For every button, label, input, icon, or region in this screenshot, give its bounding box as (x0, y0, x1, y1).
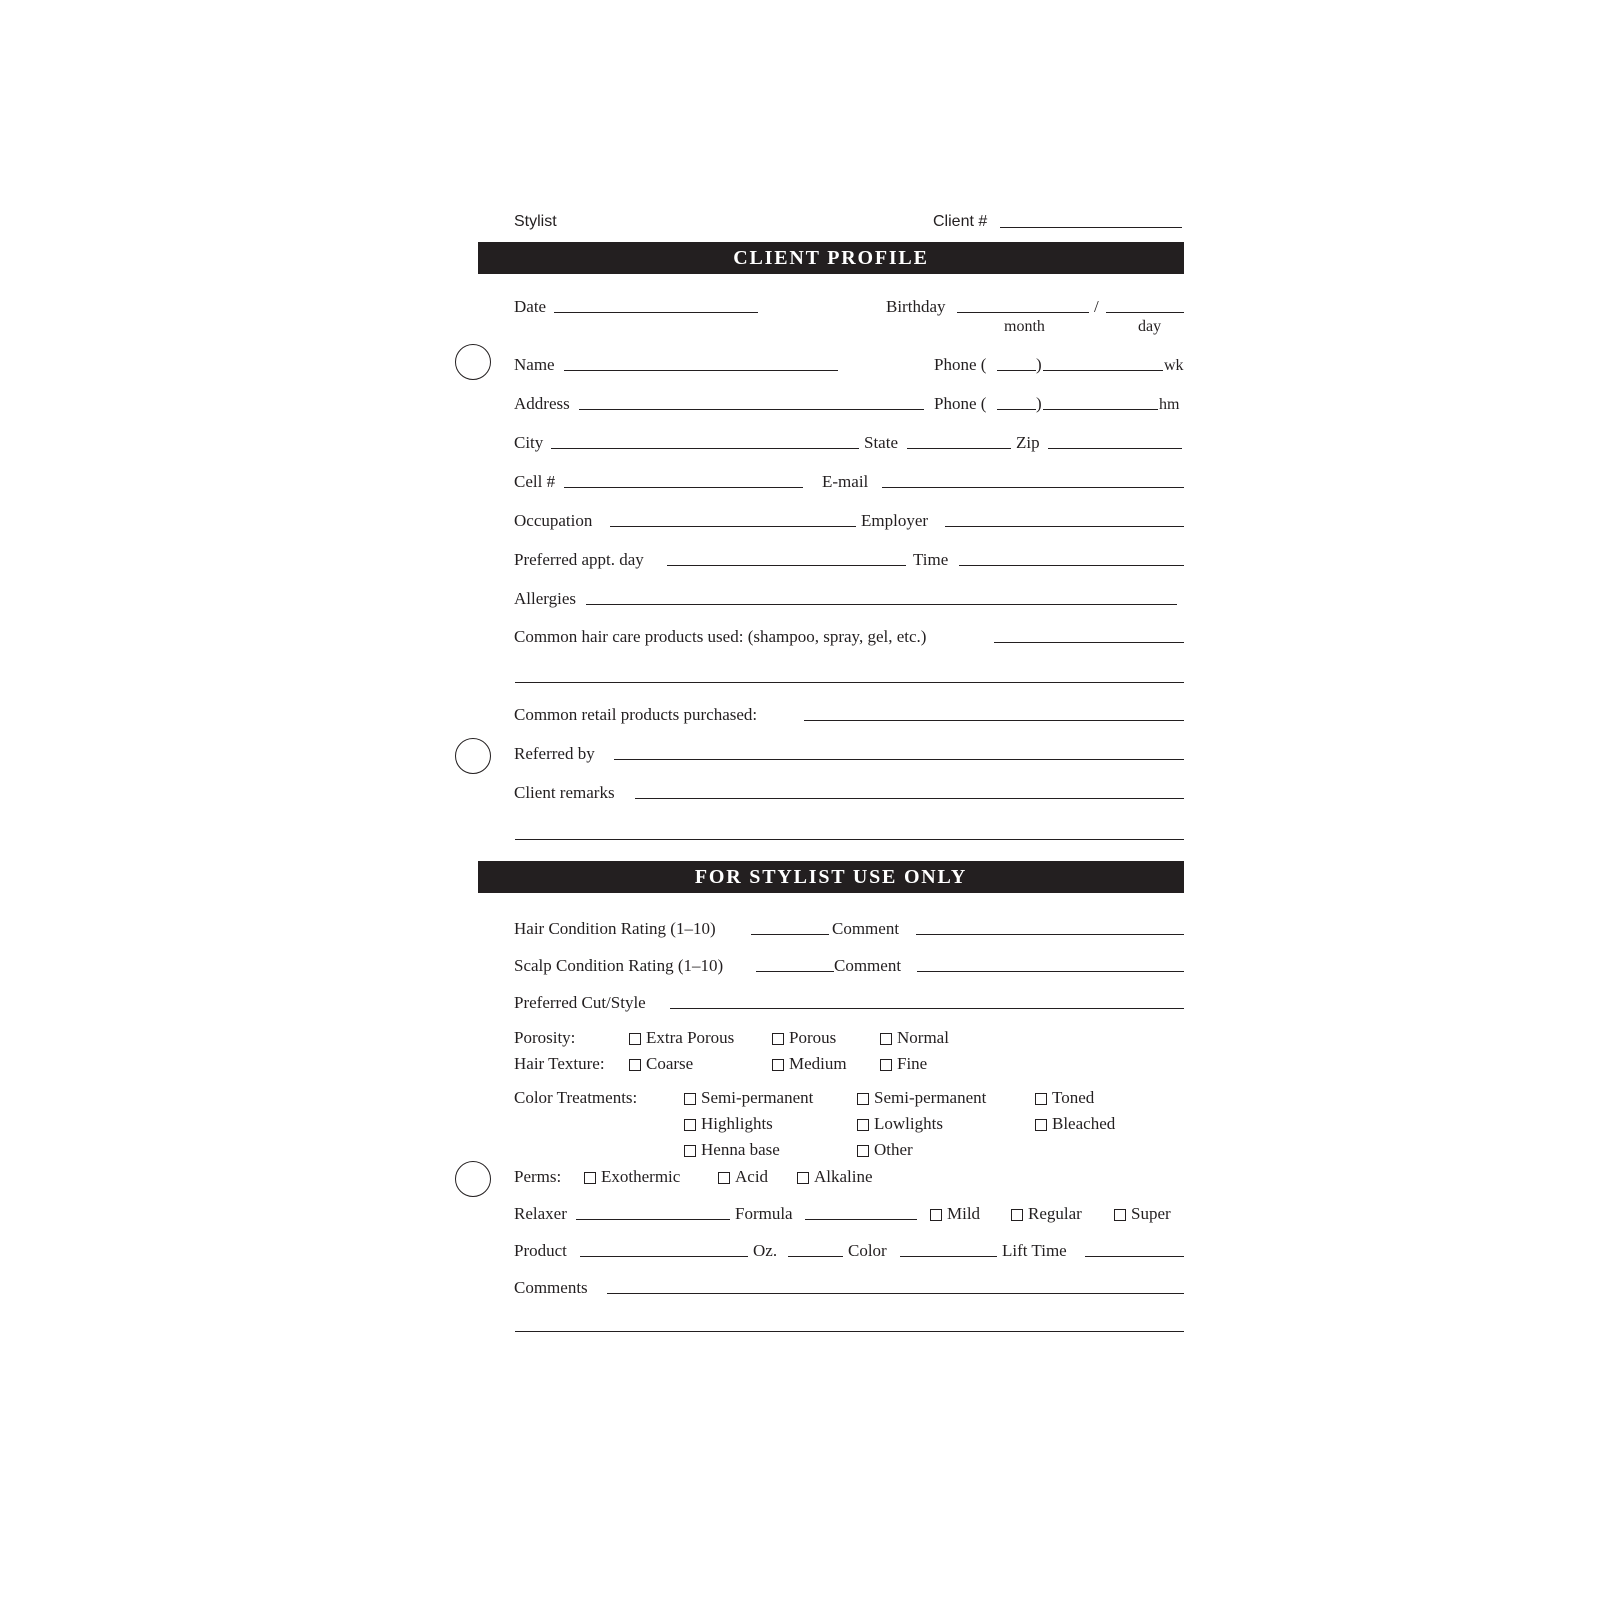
time-label: Time (913, 550, 949, 569)
perm-acid-checkbox[interactable] (718, 1172, 730, 1184)
hair-texture-label: Hair Texture: (514, 1054, 605, 1073)
phone-wk-number-field[interactable] (1043, 370, 1163, 371)
color-field[interactable] (900, 1256, 997, 1257)
email-label: E-mail (822, 472, 869, 491)
cell-field[interactable] (564, 487, 803, 488)
allergies-label: Allergies (514, 589, 577, 608)
name-field[interactable] (564, 370, 838, 371)
color-toned-label: Toned (1052, 1088, 1095, 1107)
oz-field[interactable] (788, 1256, 843, 1257)
porosity-extra-porous-label: Extra Porous (646, 1028, 735, 1047)
phone-hm-area-field[interactable] (997, 409, 1036, 410)
preferred-day-label: Preferred appt. day (514, 550, 644, 569)
phone-hm-close-paren: ) (1036, 394, 1042, 413)
client-remarks-label: Client remarks (514, 783, 615, 802)
birthday-month-caption: month (1004, 318, 1045, 335)
preferred-cut-label: Preferred Cut/Style (514, 993, 646, 1012)
perm-alkaline-checkbox[interactable] (797, 1172, 809, 1184)
color-lowlights-checkbox[interactable] (857, 1119, 869, 1131)
porosity-porous-label: Porous (789, 1028, 837, 1047)
birthday-separator: / (1094, 297, 1099, 316)
client-number-label: Client # (933, 213, 988, 230)
color-treatments-label: Color Treatments: (514, 1088, 638, 1107)
retail-products-label: Common retail products purchased: (514, 705, 758, 724)
address-label: Address (514, 394, 570, 413)
hair-products-field-continued[interactable] (515, 682, 1184, 683)
hair-rating-label: Hair Condition Rating (1–10) (514, 919, 716, 938)
date-label: Date (514, 297, 547, 316)
comments-field[interactable] (607, 1293, 1184, 1294)
relaxer-field[interactable] (576, 1219, 730, 1220)
porosity-extra-porous-checkbox[interactable] (629, 1033, 641, 1045)
porosity-porous-checkbox[interactable] (772, 1033, 784, 1045)
binder-hole-top (455, 344, 491, 380)
lift-time-label: Lift Time (1002, 1241, 1067, 1260)
referred-by-field[interactable] (614, 759, 1184, 760)
hair-rating-field[interactable] (751, 934, 829, 935)
cell-label: Cell # (514, 472, 556, 491)
texture-medium-label: Medium (789, 1054, 847, 1073)
color-other-checkbox[interactable] (857, 1145, 869, 1157)
phone-wk-close-paren: ) (1036, 355, 1042, 374)
preferred-cut-field[interactable] (670, 1008, 1184, 1009)
color-semi-permanent-2-label: Semi-permanent (874, 1088, 987, 1107)
address-field[interactable] (579, 409, 924, 410)
state-label: State (864, 433, 898, 452)
employer-field[interactable] (945, 526, 1184, 527)
stylist-use-banner: FOR STYLIST USE ONLY (478, 861, 1184, 893)
perm-exothermic-label: Exothermic (601, 1167, 681, 1186)
color-semi-permanent-2-checkbox[interactable] (857, 1093, 869, 1105)
binder-hole-bottom (455, 1161, 491, 1197)
relaxer-mild-label: Mild (947, 1204, 981, 1223)
color-henna-base-label: Henna base (701, 1140, 780, 1159)
color-other-label: Other (874, 1140, 913, 1159)
phone-wk-suffix: wk (1164, 357, 1184, 374)
client-profile-banner: CLIENT PROFILE (478, 242, 1184, 274)
porosity-normal-checkbox[interactable] (880, 1033, 892, 1045)
scalp-rating-field[interactable] (756, 971, 834, 972)
relaxer-label: Relaxer (514, 1204, 567, 1223)
color-label: Color (848, 1241, 887, 1260)
hair-products-label: Common hair care products used: (shampoo, spray, gel, etc.) (514, 627, 927, 646)
scalp-comment-label: Comment (834, 956, 902, 975)
texture-medium-checkbox[interactable] (772, 1059, 784, 1071)
comments-field-continued[interactable] (515, 1331, 1184, 1332)
hair-comment-label: Comment (832, 919, 900, 938)
client-number-field[interactable] (1000, 227, 1182, 228)
city-label: City (514, 433, 544, 452)
lift-time-field[interactable] (1085, 1256, 1184, 1257)
phone-hm-label: Phone ( (934, 394, 987, 413)
relaxer-super-label: Super (1131, 1204, 1171, 1223)
color-highlights-label: Highlights (701, 1114, 773, 1133)
color-semi-permanent-1-label: Semi-permanent (701, 1088, 814, 1107)
relaxer-mild-checkbox[interactable] (930, 1209, 942, 1221)
scalp-comment-field[interactable] (917, 971, 1184, 972)
city-field[interactable] (551, 448, 859, 449)
color-semi-permanent-1-checkbox[interactable] (684, 1093, 696, 1105)
perm-exothermic-checkbox[interactable] (584, 1172, 596, 1184)
scalp-rating-label: Scalp Condition Rating (1–10) (514, 956, 724, 975)
color-lowlights-label: Lowlights (874, 1114, 943, 1133)
color-henna-base-checkbox[interactable] (684, 1145, 696, 1157)
occupation-field[interactable] (610, 526, 856, 527)
hair-comment-field[interactable] (916, 934, 1184, 935)
comments-label: Comments (514, 1278, 588, 1297)
porosity-normal-label: Normal (897, 1028, 949, 1047)
relaxer-regular-checkbox[interactable] (1011, 1209, 1023, 1221)
stylist-label: Stylist (514, 213, 557, 230)
phone-wk-area-field[interactable] (997, 370, 1036, 371)
texture-coarse-checkbox[interactable] (629, 1059, 641, 1071)
relaxer-super-checkbox[interactable] (1114, 1209, 1126, 1221)
color-bleached-checkbox[interactable] (1035, 1119, 1047, 1131)
formula-field[interactable] (805, 1219, 917, 1220)
birthday-label: Birthday (886, 297, 946, 316)
client-remarks-field-continued[interactable] (515, 839, 1184, 840)
color-highlights-checkbox[interactable] (684, 1119, 696, 1131)
employer-label: Employer (861, 511, 929, 530)
texture-coarse-label: Coarse (646, 1054, 694, 1073)
product-field[interactable] (580, 1256, 748, 1257)
zip-field[interactable] (1048, 448, 1182, 449)
color-toned-checkbox[interactable] (1035, 1093, 1047, 1105)
product-label: Product (514, 1241, 567, 1260)
phone-hm-suffix: hm (1159, 396, 1180, 413)
perm-alkaline-label: Alkaline (814, 1167, 873, 1186)
porosity-label: Porosity: (514, 1028, 576, 1047)
texture-fine-checkbox[interactable] (880, 1059, 892, 1071)
perm-acid-label: Acid (735, 1167, 769, 1186)
preferred-day-field[interactable] (667, 565, 906, 566)
phone-wk-label: Phone ( (934, 355, 987, 374)
state-field[interactable] (907, 448, 1011, 449)
client-remarks-field[interactable] (635, 798, 1184, 799)
allergies-field[interactable] (586, 604, 1177, 605)
time-field[interactable] (959, 565, 1184, 566)
hair-products-field[interactable] (994, 642, 1184, 643)
color-bleached-label: Bleached (1052, 1114, 1116, 1133)
texture-fine-label: Fine (897, 1054, 928, 1073)
birthday-day-field[interactable] (1106, 312, 1184, 313)
referred-by-label: Referred by (514, 744, 595, 763)
retail-products-field[interactable] (804, 720, 1184, 721)
email-field[interactable] (882, 487, 1184, 488)
name-label: Name (514, 355, 555, 374)
binder-hole-middle (455, 738, 491, 774)
perms-label: Perms: (514, 1167, 562, 1186)
oz-label: Oz. (753, 1241, 778, 1260)
formula-label: Formula (735, 1204, 793, 1223)
occupation-label: Occupation (514, 511, 593, 530)
zip-label: Zip (1016, 433, 1040, 452)
birthday-day-caption: day (1138, 318, 1162, 335)
birthday-month-field[interactable] (957, 312, 1089, 313)
date-field[interactable] (554, 312, 758, 313)
phone-hm-number-field[interactable] (1043, 409, 1158, 410)
relaxer-regular-label: Regular (1028, 1204, 1082, 1223)
